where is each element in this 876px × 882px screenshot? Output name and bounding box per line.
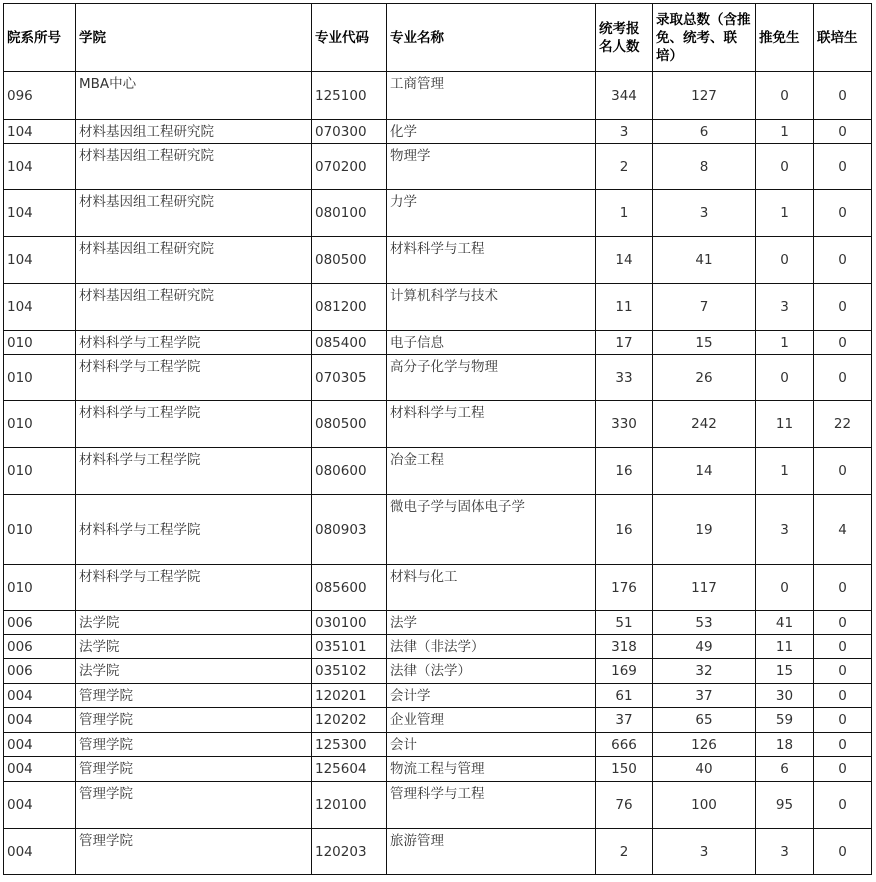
college-cell: 管理学院 [76, 733, 312, 757]
dept-code-cell: 004 [4, 684, 76, 708]
exempt-cell: 3 [756, 284, 814, 331]
major-name-cell: 化学 [387, 120, 596, 144]
exempt-cell: 11 [756, 401, 814, 448]
applicants-cell: 11 [596, 284, 653, 331]
applicants-cell: 318 [596, 635, 653, 659]
table-row [4, 782, 872, 829]
table-row [4, 565, 872, 611]
major-code-cell: 035102 [312, 659, 387, 684]
applicants-cell: 51 [596, 611, 653, 635]
admitted-total-cell: 15 [653, 331, 756, 355]
applicants-cell: 3 [596, 120, 653, 144]
major-code-cell: 030100 [312, 611, 387, 635]
dept-code-cell: 004 [4, 733, 76, 757]
admissions-table [3, 3, 872, 875]
major-code-cell: 125604 [312, 757, 387, 782]
table-row [4, 144, 872, 190]
joint-cell: 0 [814, 684, 872, 708]
college-cell: 管理学院 [76, 757, 312, 782]
table-row [4, 659, 872, 684]
college-cell: 材料科学与工程学院 [76, 331, 312, 355]
admitted-total-cell: 3 [653, 829, 756, 875]
dept-code-cell: 006 [4, 635, 76, 659]
applicants-cell: 17 [596, 331, 653, 355]
table-row [4, 72, 872, 120]
table-row [4, 190, 872, 237]
dept-code-cell: 010 [4, 495, 76, 565]
applicants-cell: 176 [596, 565, 653, 611]
dept-code-cell: 004 [4, 829, 76, 875]
dept-code-cell: 104 [4, 190, 76, 237]
exempt-cell: 1 [756, 448, 814, 495]
major-code-cell: 120202 [312, 708, 387, 733]
applicants-cell: 76 [596, 782, 653, 829]
admitted-total-cell: 53 [653, 611, 756, 635]
admitted-total-cell: 6 [653, 120, 756, 144]
joint-cell: 0 [814, 72, 872, 120]
dept-code-cell: 010 [4, 355, 76, 401]
college-cell: 管理学院 [76, 684, 312, 708]
applicants-cell: 37 [596, 708, 653, 733]
major-name-cell: 高分子化学与物理 [387, 355, 596, 401]
college-cell: MBA中心 [76, 72, 312, 120]
exempt-cell: 0 [756, 144, 814, 190]
major-name-cell: 冶金工程 [387, 448, 596, 495]
applicants-cell: 61 [596, 684, 653, 708]
table-row [4, 733, 872, 757]
admitted-total-cell: 100 [653, 782, 756, 829]
college-cell: 材料科学与工程学院 [76, 565, 312, 611]
table-row [4, 401, 872, 448]
admitted-total-cell: 7 [653, 284, 756, 331]
header-applicants: 统考报名人数 [596, 4, 653, 72]
major-code-cell: 080500 [312, 237, 387, 284]
applicants-cell: 330 [596, 401, 653, 448]
major-name-cell: 物流工程与管理 [387, 757, 596, 782]
admitted-total-cell: 26 [653, 355, 756, 401]
table-row [4, 355, 872, 401]
major-name-cell: 法律（非法学） [387, 635, 596, 659]
joint-cell: 0 [814, 611, 872, 635]
college-cell: 材料科学与工程学院 [76, 355, 312, 401]
admitted-total-cell: 242 [653, 401, 756, 448]
major-code-cell: 081200 [312, 284, 387, 331]
college-cell: 材料科学与工程学院 [76, 401, 312, 448]
exempt-cell: 6 [756, 757, 814, 782]
applicants-cell: 16 [596, 448, 653, 495]
applicants-cell: 666 [596, 733, 653, 757]
admitted-total-cell: 117 [653, 565, 756, 611]
applicants-cell: 2 [596, 829, 653, 875]
admitted-total-cell: 126 [653, 733, 756, 757]
dept-code-cell: 004 [4, 708, 76, 733]
major-name-cell: 计算机科学与技术 [387, 284, 596, 331]
major-name-cell: 材料科学与工程 [387, 401, 596, 448]
college-cell: 材料基因组工程研究院 [76, 190, 312, 237]
table-row [4, 120, 872, 144]
joint-cell: 0 [814, 708, 872, 733]
dept-code-cell: 010 [4, 331, 76, 355]
applicants-cell: 344 [596, 72, 653, 120]
college-cell: 法学院 [76, 635, 312, 659]
table-row [4, 829, 872, 875]
table-row [4, 611, 872, 635]
applicants-cell: 33 [596, 355, 653, 401]
joint-cell: 0 [814, 144, 872, 190]
applicants-cell: 150 [596, 757, 653, 782]
college-cell: 材料基因组工程研究院 [76, 284, 312, 331]
table-row [4, 284, 872, 331]
joint-cell: 4 [814, 495, 872, 565]
major-code-cell: 120100 [312, 782, 387, 829]
exempt-cell: 1 [756, 331, 814, 355]
table-row [4, 708, 872, 733]
major-code-cell: 080100 [312, 190, 387, 237]
joint-cell: 0 [814, 120, 872, 144]
admitted-total-cell: 8 [653, 144, 756, 190]
applicants-cell: 14 [596, 237, 653, 284]
major-code-cell: 085400 [312, 331, 387, 355]
dept-code-cell: 104 [4, 284, 76, 331]
header-dept-code: 院系所号 [4, 4, 76, 72]
exempt-cell: 11 [756, 635, 814, 659]
major-name-cell: 会计 [387, 733, 596, 757]
major-code-cell: 085600 [312, 565, 387, 611]
admitted-total-cell: 40 [653, 757, 756, 782]
major-name-cell: 法律（法学） [387, 659, 596, 684]
header-joint: 联培生 [814, 4, 872, 72]
major-code-cell: 035101 [312, 635, 387, 659]
dept-code-cell: 010 [4, 448, 76, 495]
major-code-cell: 120201 [312, 684, 387, 708]
header-row [4, 4, 872, 72]
joint-cell: 0 [814, 237, 872, 284]
admitted-total-cell: 37 [653, 684, 756, 708]
college-cell: 管理学院 [76, 829, 312, 875]
exempt-cell: 18 [756, 733, 814, 757]
applicants-cell: 2 [596, 144, 653, 190]
joint-cell: 0 [814, 284, 872, 331]
major-name-cell: 力学 [387, 190, 596, 237]
college-cell: 材料基因组工程研究院 [76, 144, 312, 190]
table-row [4, 448, 872, 495]
exempt-cell: 3 [756, 829, 814, 875]
table-row [4, 331, 872, 355]
table-row [4, 635, 872, 659]
table-row [4, 684, 872, 708]
exempt-cell: 3 [756, 495, 814, 565]
joint-cell: 22 [814, 401, 872, 448]
applicants-cell: 16 [596, 495, 653, 565]
joint-cell: 0 [814, 757, 872, 782]
admitted-total-cell: 32 [653, 659, 756, 684]
major-name-cell: 微电子学与固体电子学 [387, 495, 596, 565]
joint-cell: 0 [814, 659, 872, 684]
joint-cell: 0 [814, 190, 872, 237]
college-cell: 法学院 [76, 611, 312, 635]
header-exempt: 推免生 [756, 4, 814, 72]
exempt-cell: 0 [756, 355, 814, 401]
admitted-total-cell: 3 [653, 190, 756, 237]
exempt-cell: 95 [756, 782, 814, 829]
major-name-cell: 物理学 [387, 144, 596, 190]
exempt-cell: 15 [756, 659, 814, 684]
joint-cell: 0 [814, 733, 872, 757]
major-code-cell: 070300 [312, 120, 387, 144]
major-code-cell: 125100 [312, 72, 387, 120]
dept-code-cell: 104 [4, 144, 76, 190]
major-name-cell: 法学 [387, 611, 596, 635]
major-name-cell: 材料科学与工程 [387, 237, 596, 284]
admitted-total-cell: 14 [653, 448, 756, 495]
admitted-total-cell: 65 [653, 708, 756, 733]
exempt-cell: 1 [756, 120, 814, 144]
joint-cell: 0 [814, 635, 872, 659]
joint-cell: 0 [814, 448, 872, 495]
exempt-cell: 0 [756, 565, 814, 611]
major-code-cell: 080500 [312, 401, 387, 448]
table-row [4, 757, 872, 782]
major-name-cell: 旅游管理 [387, 829, 596, 875]
dept-code-cell: 010 [4, 401, 76, 448]
exempt-cell: 0 [756, 72, 814, 120]
joint-cell: 0 [814, 565, 872, 611]
major-code-cell: 120203 [312, 829, 387, 875]
exempt-cell: 30 [756, 684, 814, 708]
header-major-code: 专业代码 [312, 4, 387, 72]
admitted-total-cell: 49 [653, 635, 756, 659]
college-cell: 材料科学与工程学院 [76, 448, 312, 495]
header-college: 学院 [76, 4, 312, 72]
college-cell: 管理学院 [76, 708, 312, 733]
major-code-cell: 080600 [312, 448, 387, 495]
table-row [4, 237, 872, 284]
major-code-cell: 070305 [312, 355, 387, 401]
admitted-total-cell: 127 [653, 72, 756, 120]
applicants-cell: 169 [596, 659, 653, 684]
major-name-cell: 管理科学与工程 [387, 782, 596, 829]
table-row [4, 495, 872, 565]
exempt-cell: 1 [756, 190, 814, 237]
major-name-cell: 材料与化工 [387, 565, 596, 611]
dept-code-cell: 004 [4, 782, 76, 829]
major-code-cell: 070200 [312, 144, 387, 190]
exempt-cell: 41 [756, 611, 814, 635]
college-cell: 材料基因组工程研究院 [76, 120, 312, 144]
dept-code-cell: 004 [4, 757, 76, 782]
joint-cell: 0 [814, 331, 872, 355]
joint-cell: 0 [814, 829, 872, 875]
college-cell: 管理学院 [76, 782, 312, 829]
joint-cell: 0 [814, 782, 872, 829]
major-name-cell: 电子信息 [387, 331, 596, 355]
college-cell: 材料基因组工程研究院 [76, 237, 312, 284]
major-name-cell: 企业管理 [387, 708, 596, 733]
major-code-cell: 125300 [312, 733, 387, 757]
dept-code-cell: 010 [4, 565, 76, 611]
major-code-cell: 080903 [312, 495, 387, 565]
college-cell: 法学院 [76, 659, 312, 684]
header-major-name: 专业名称 [387, 4, 596, 72]
dept-code-cell: 096 [4, 72, 76, 120]
dept-code-cell: 006 [4, 611, 76, 635]
admitted-total-cell: 19 [653, 495, 756, 565]
dept-code-cell: 006 [4, 659, 76, 684]
exempt-cell: 59 [756, 708, 814, 733]
dept-code-cell: 104 [4, 120, 76, 144]
header-admitted-total: 录取总数（含推免、统考、联培） [653, 4, 756, 72]
major-name-cell: 会计学 [387, 684, 596, 708]
major-name-cell: 工商管理 [387, 72, 596, 120]
college-cell: 材料科学与工程学院 [76, 495, 312, 565]
joint-cell: 0 [814, 355, 872, 401]
dept-code-cell: 104 [4, 237, 76, 284]
exempt-cell: 0 [756, 237, 814, 284]
admitted-total-cell: 41 [653, 237, 756, 284]
applicants-cell: 1 [596, 190, 653, 237]
